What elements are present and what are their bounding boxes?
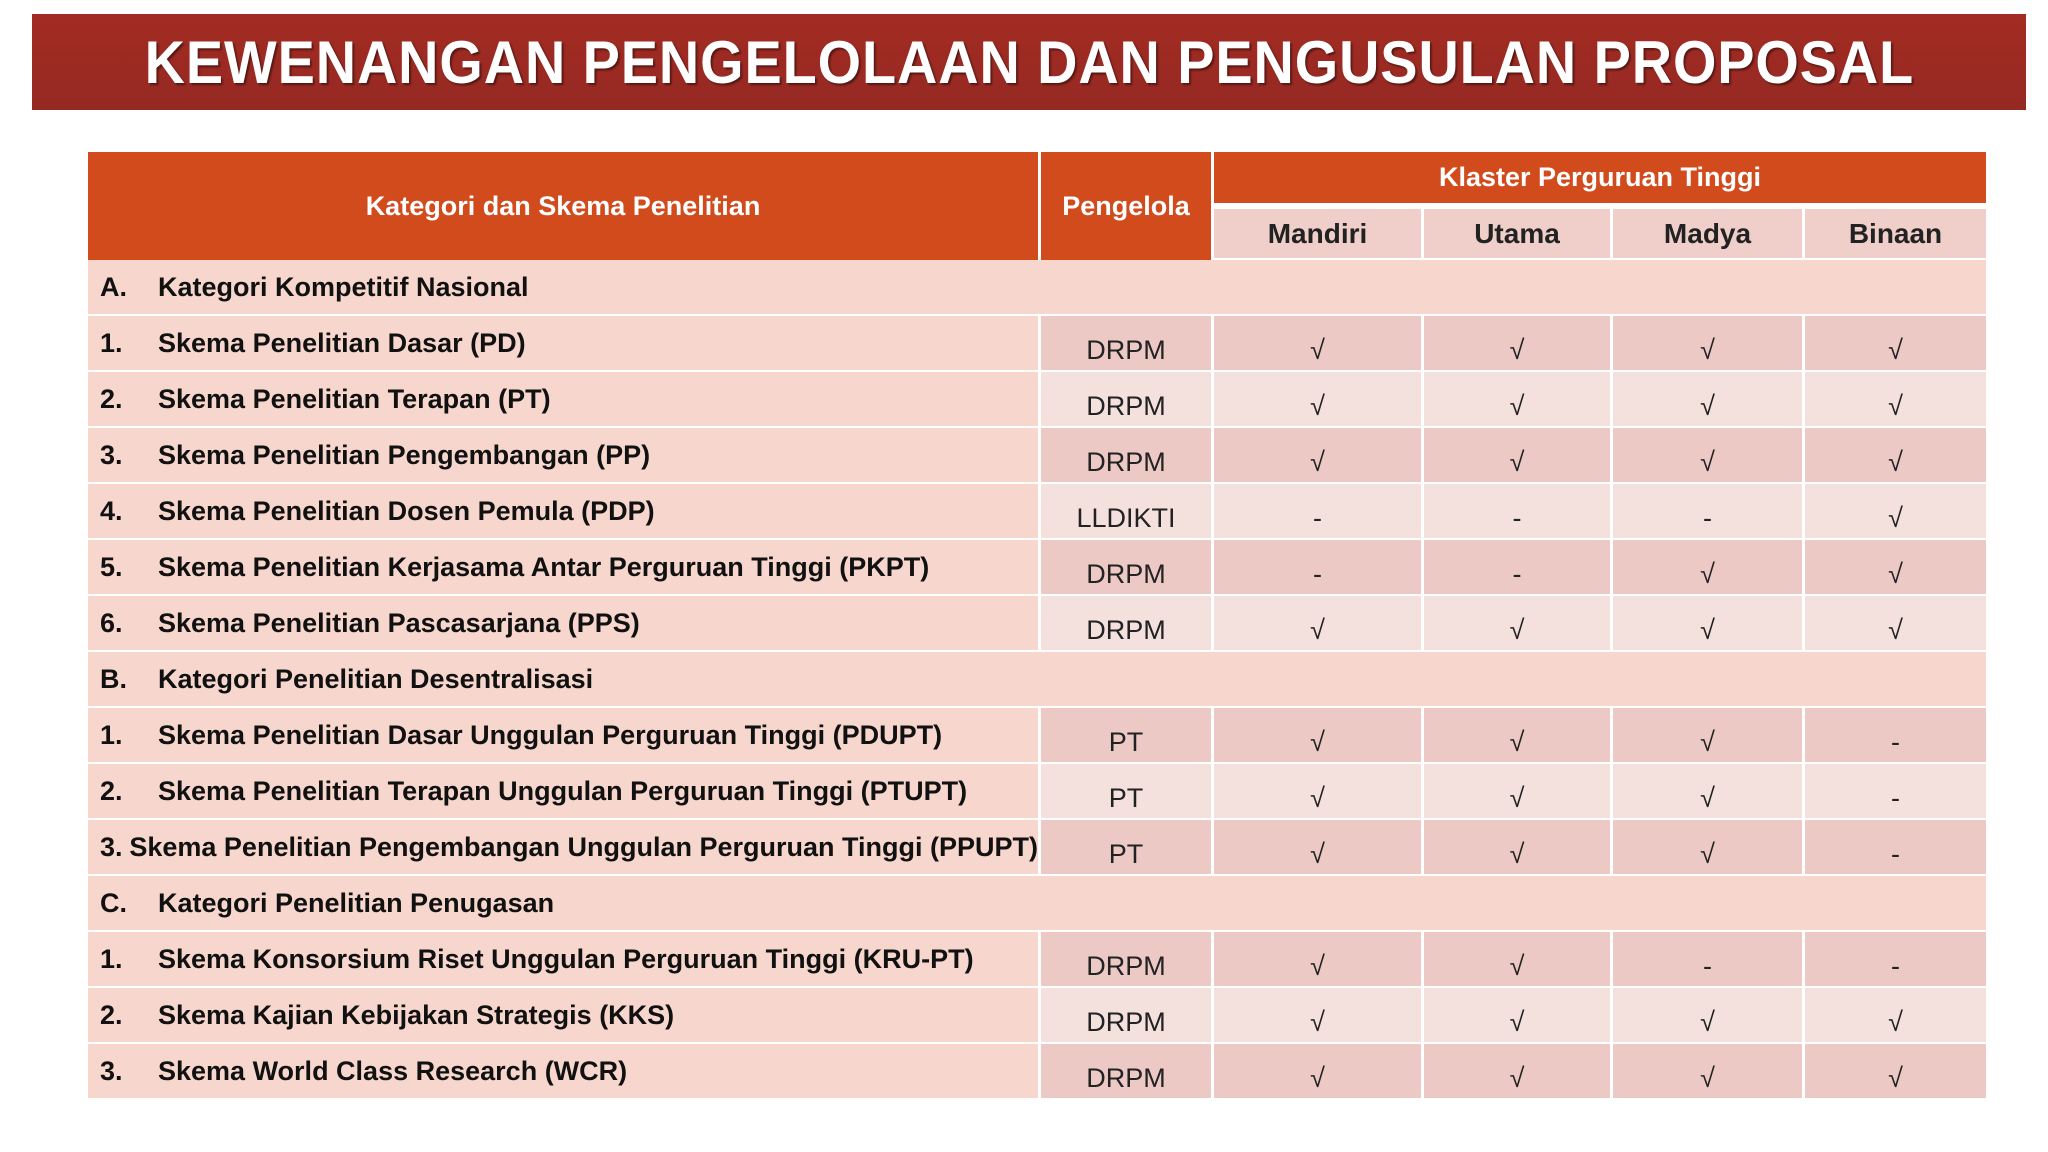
klaster-mark-cell: √ [1214,820,1421,876]
pengelola-cell: DRPM [1041,1044,1211,1100]
klaster-mark-cell: √ [1214,764,1421,820]
pengelola-cell: PT [1041,708,1211,764]
row-number: 2. [100,775,123,806]
scheme-name: Skema World Class Research (WCR) [158,1055,628,1086]
klaster-mark-cell: √ [1613,596,1802,652]
klaster-mark-cell: √ [1613,316,1802,372]
scheme-name: Skema Penelitian Kerjasama Antar Perguruan Tinggi (PKPT) [158,551,930,582]
section-header [88,260,1986,316]
klaster-mark-cell: √ [1424,596,1610,652]
section-letter: A. [100,271,127,302]
table-row-label [88,596,1038,652]
klaster-mark-cell: √ [1214,988,1421,1044]
header-mandiri: Mandiri [1214,207,1421,260]
scheme-name: Skema Penelitian Pengembangan (PP) [158,439,651,470]
scheme-name: Skema Penelitian Terapan (PT) [158,383,551,414]
klaster-mark-cell: √ [1805,428,1986,484]
table-row-label [88,764,1038,820]
klaster-mark-cell: √ [1424,988,1610,1044]
scheme-name: Skema Kajian Kebijakan Strategis (KKS) [158,999,675,1030]
row-number: 4. [100,495,123,526]
pengelola-cell: DRPM [1041,988,1211,1044]
klaster-mark-cell: √ [1805,596,1986,652]
klaster-mark-cell: - [1424,484,1610,540]
section-header [88,876,1986,932]
klaster-mark-cell: √ [1613,372,1802,428]
pengelola-cell: DRPM [1041,372,1211,428]
table-row-label [88,820,1038,876]
klaster-mark-cell: √ [1424,708,1610,764]
section-title: Kategori Kompetitif Nasional [158,271,529,302]
klaster-mark-cell: √ [1613,540,1802,596]
scheme-name: Skema Penelitian Dasar (PD) [158,327,526,358]
pengelola-cell: LLDIKTI [1041,484,1211,540]
section-title: Kategori Penelitian Penugasan [158,887,555,918]
klaster-mark-cell: √ [1214,596,1421,652]
section-letter: C. [100,887,127,918]
header-utama: Utama [1424,207,1610,260]
klaster-mark-cell: - [1613,932,1802,988]
header-klaster: Klaster Perguruan Tinggi [1214,152,1986,207]
table-row-label [88,988,1038,1044]
row-number: 2. [100,999,123,1030]
header-pengelola: Pengelola [1041,152,1211,260]
table-row-label [88,372,1038,428]
klaster-mark-cell: - [1424,540,1610,596]
klaster-mark-cell: √ [1424,1044,1610,1100]
pengelola-cell: DRPM [1041,428,1211,484]
pengelola-cell: DRPM [1041,596,1211,652]
klaster-mark-cell: - [1613,484,1802,540]
klaster-mark-cell: √ [1613,1044,1802,1100]
klaster-mark-cell: - [1805,820,1986,876]
scheme-name: Skema Penelitian Terapan Unggulan Perguruan Tinggi (PTUPT) [158,775,968,806]
pengelola-cell: DRPM [1041,932,1211,988]
klaster-mark-cell: √ [1613,820,1802,876]
row-number: 5. [100,551,123,582]
klaster-mark-cell: √ [1805,372,1986,428]
klaster-mark-cell: √ [1805,1044,1986,1100]
klaster-mark-cell: √ [1424,316,1610,372]
section-letter: B. [100,663,127,694]
klaster-mark-cell: √ [1214,372,1421,428]
klaster-mark-cell: √ [1214,428,1421,484]
section-title: Kategori Penelitian Desentralisasi [158,663,594,694]
klaster-mark-cell: √ [1214,708,1421,764]
pengelola-cell: DRPM [1041,540,1211,596]
scheme-name: Skema Konsorsium Riset Unggulan Perguruan Tinggi (KRU-PT) [158,943,974,974]
table-row-label [88,932,1038,988]
klaster-mark-cell: √ [1613,988,1802,1044]
klaster-mark-cell: √ [1424,372,1610,428]
klaster-mark-cell: √ [1424,428,1610,484]
klaster-mark-cell: √ [1424,932,1610,988]
header-binaan: Binaan [1805,207,1986,260]
table-row-label [88,484,1038,540]
scheme-name: Skema Penelitian Dosen Pemula (PDP) [158,495,655,526]
klaster-mark-cell: √ [1214,1044,1421,1100]
section-header [88,652,1986,708]
klaster-mark-cell: √ [1424,764,1610,820]
pengelola-cell: DRPM [1041,316,1211,372]
klaster-mark-cell: √ [1805,988,1986,1044]
klaster-mark-cell: √ [1214,316,1421,372]
title-banner [32,14,2026,110]
klaster-mark-cell: - [1805,932,1986,988]
klaster-mark-cell: - [1805,764,1986,820]
table-row-label [88,708,1038,764]
row-number: 1. [100,719,123,750]
row-number: 3. [100,1055,123,1086]
klaster-mark-cell: √ [1424,820,1610,876]
row-number: 1. [100,327,123,358]
klaster-mark-cell: - [1214,484,1421,540]
klaster-mark-cell: - [1214,540,1421,596]
table-row-label [88,316,1038,372]
scheme-name: Skema Penelitian Pengembangan Unggulan Perguruan Tinggi (PPUPT) [129,831,1038,862]
pengelola-cell: PT [1041,764,1211,820]
klaster-mark-cell: √ [1805,484,1986,540]
row-number: 1. [100,943,123,974]
row-number: 6. [100,607,123,638]
klaster-mark-cell: √ [1805,316,1986,372]
table-row-label [88,540,1038,596]
row-number: 3. [100,831,123,862]
table-row-label [88,1044,1038,1100]
scheme-name: Skema Penelitian Dasar Unggulan Perguruan Tinggi (PDUPT) [158,719,943,750]
pengelola-cell: PT [1041,820,1211,876]
klaster-mark-cell: √ [1613,764,1802,820]
klaster-mark-cell: - [1805,708,1986,764]
authority-table [88,152,1988,1100]
row-number: 3. [100,439,123,470]
table-row-label [88,428,1038,484]
header-category: Kategori dan Skema Penelitian [88,152,1038,260]
klaster-mark-cell: √ [1613,708,1802,764]
scheme-name: Skema Penelitian Pascasarjana (PPS) [158,607,640,638]
row-number: 2. [100,383,123,414]
klaster-mark-cell: √ [1805,540,1986,596]
klaster-mark-cell: √ [1214,932,1421,988]
header-madya: Madya [1613,207,1802,260]
klaster-mark-cell: √ [1613,428,1802,484]
page-title: KEWENANGAN PENGELOLAAN DAN PENGUSULAN PROPOSAL [144,28,1914,96]
